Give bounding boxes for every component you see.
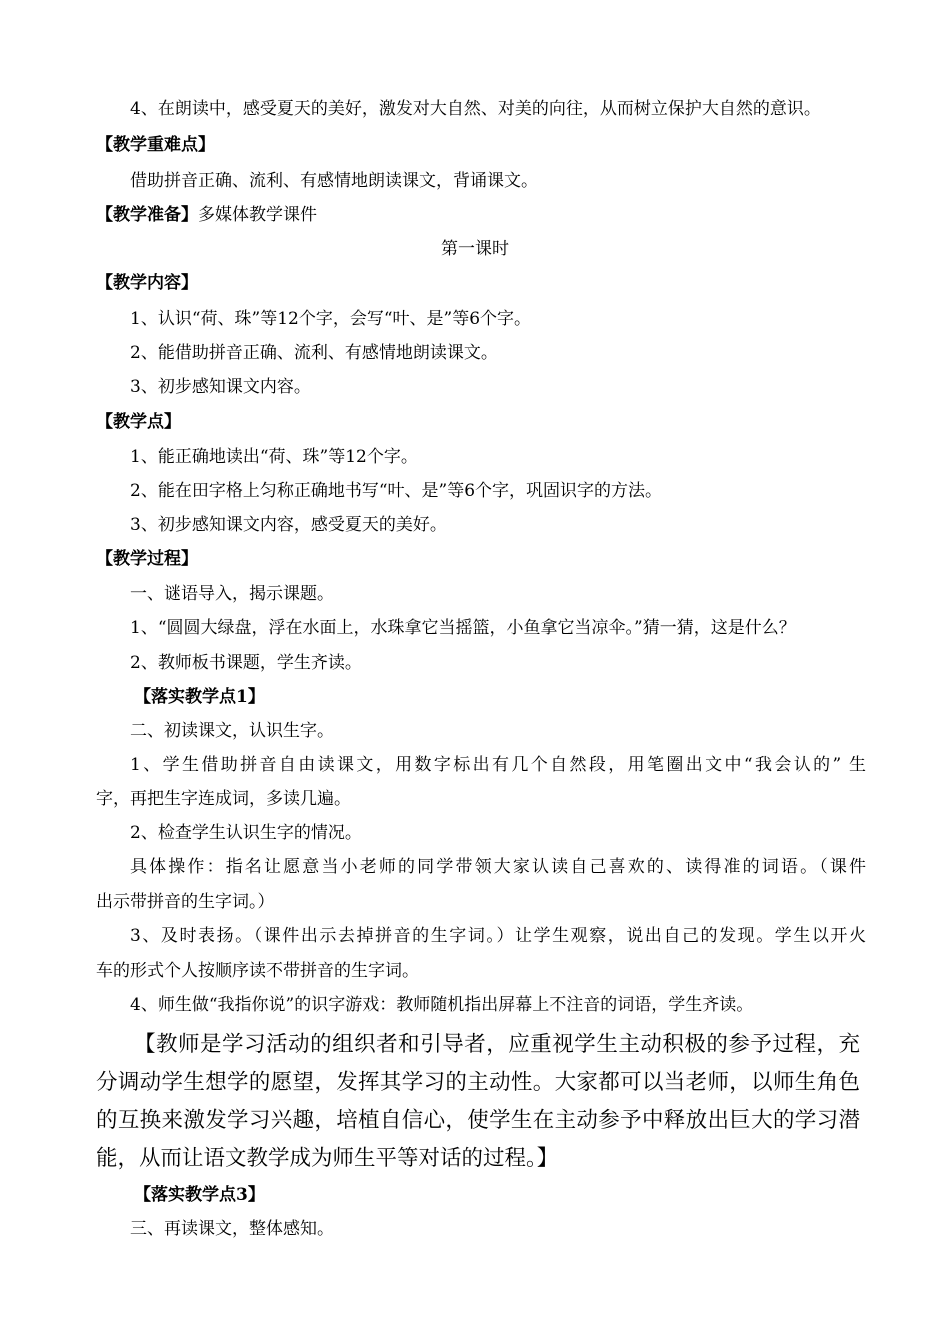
comment-line-3: 的互换来激发学习兴趣，培植自信心，使学生在主动参予中释放出巨大的学习潜 <box>96 1108 860 1133</box>
lesson-title: 第一课时 <box>441 239 509 259</box>
key-difficulties-text: 借助拼音正确、流利、有感情地朗读课文，背诵课文。 <box>130 171 538 191</box>
operation-line-a: 具体操作：指名让愿意当小老师的同学带领大家认读自己喜欢的、读得准的词语。（课件 <box>130 857 866 877</box>
heading-preparation: 【教学准备】 <box>96 205 198 225</box>
heading-process: 【教学过程】 <box>96 549 198 569</box>
process-step-2: 二、初读课文，认识生字。 <box>130 721 334 741</box>
comment-line-4: 能，从而让语文教学成为师生平等对话的过程。】 <box>96 1146 559 1171</box>
self-read-line-a: 1、学生借助拼音自由读课文，用数字标出有几个自然段，用笔圈出文中“我会认的” 生 <box>130 755 866 775</box>
content-item-1: 1、认识“荷、珠”等12个字，会写“叶、是”等6个字。 <box>130 309 532 329</box>
comment-line-2: 分调动学生想学的愿望，发挥其学习的主动性。大家都可以当老师，以师生角色 <box>96 1070 860 1095</box>
heading-content: 【教学内容】 <box>96 273 198 293</box>
board-title-line: 2、教师板书课题，学生齐读。 <box>130 653 362 673</box>
heading-implement-point-1: 【落实教学点1】 <box>134 687 265 707</box>
teaching-point-1: 1、能正确地读出“荷、珠”等12个字。 <box>130 447 418 467</box>
check-characters-line: 2、检查学生认识生字的情况。 <box>130 823 362 843</box>
praise-line-a: 3、及时表扬。（课件出示去掉拼音的生字词。）让学生观察，说出自己的发现。学生以开火 <box>130 926 866 946</box>
heading-key-difficulties: 【教学重难点】 <box>96 135 215 155</box>
self-read-line-b: 字，再把生字连成词，多读几遍。 <box>96 789 351 809</box>
content-item-2: 2、能借助拼音正确、流利、有感情地朗读课文。 <box>130 343 498 363</box>
process-step-1: 一、谜语导入，揭示课题。 <box>130 584 334 604</box>
heading-teaching-points: 【教学点】 <box>96 412 181 432</box>
teaching-point-3: 3、初步感知课文内容，感受夏天的美好。 <box>130 515 447 535</box>
heading-implement-point-3: 【落实教学点3】 <box>134 1185 265 1205</box>
preparation-text: 多媒体教学课件 <box>198 205 317 225</box>
riddle-line: 1、“圆圆大绿盘，浮在水面上，水珠拿它当摇篮，小鱼拿它当凉伞。”猜一猜，这是什么？ <box>130 618 796 638</box>
process-step-3: 三、再读课文，整体感知。 <box>130 1219 334 1239</box>
game-line: 4、师生做“我指你说”的识字游戏：教师随机指出屏幕上不注音的词语，学生齐读。 <box>130 995 754 1015</box>
content-item-3: 3、初步感知课文内容。 <box>130 377 311 397</box>
praise-line-b: 车的形式个人按顺序读不带拼音的生字词。 <box>96 961 419 981</box>
operation-line-b: 出示带拼音的生字词。） <box>96 892 275 912</box>
preparation-line <box>96 203 866 227</box>
comment-line-1: 【教师是学习活动的组织者和引导者，应重视学生主动积极的参予过程，充 <box>134 1032 860 1057</box>
objective-4: 4、在朗读中，感受夏天的美好，激发对大自然、对美的向往，从而树立保护大自然的意识。 <box>130 99 821 119</box>
teaching-point-2: 2、能在田字格上匀称正确地书写“叶、是”等6个字，巩固识字的方法。 <box>130 481 663 501</box>
